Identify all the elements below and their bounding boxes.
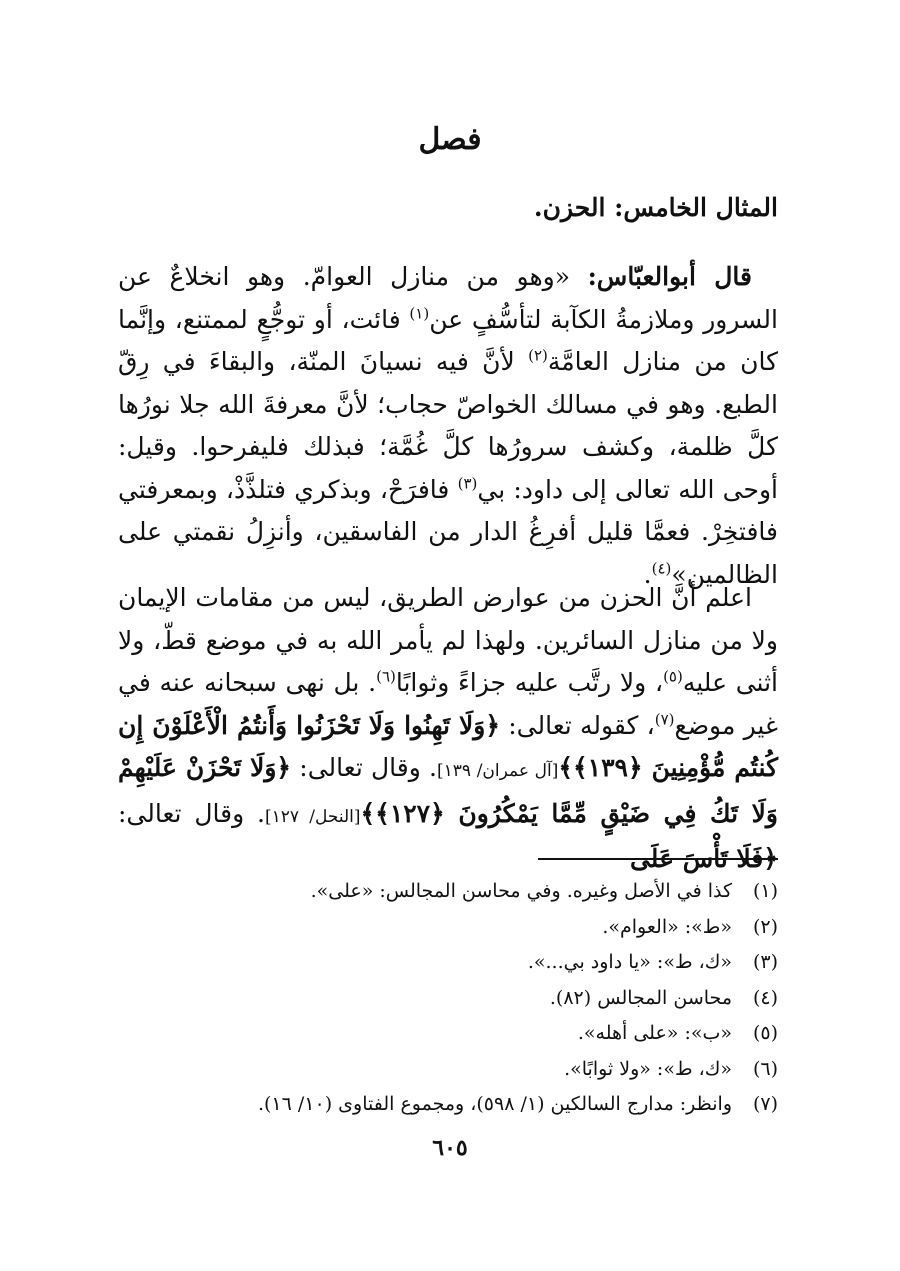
footnote-ref[interactable]: (٥) [663,667,683,686]
footnote-item [118,981,778,1017]
footnote-number: (٤) [752,986,778,1009]
footnote-ref[interactable]: (١) [409,304,430,323]
footnote-number: (٣) [752,951,778,973]
quote-text: فافرَحْ، وبذكري فتلذَّذْ، وبمعرفتي فافتخِرْ. فعمَّا قليل أفرِغُ الدار من الفاسقين، وأنزِلُ نقمتي على الظالمين» [118,474,778,589]
footnote-text: «ط»: «العوام». [602,915,732,938]
quran-verse: ﴿وَلَا تَهِنُوا وَلَا تَحْزَنُوا وَأَنتُمُ الْأَعْلَوْنَ إِن كُنتُم مُّؤْمِنِينَ ﴿١٣٩﴾﴾ [118,710,778,782]
footnote-ref[interactable]: (٤) [651,559,672,578]
footnote-number: (١) [752,880,778,902]
footnote-item [118,945,778,981]
footnote-text: «ك، ط»: «ولا ثوابًا». [564,1057,732,1080]
footnote-text: محاسن المجالس (٨٢). [549,986,732,1009]
body-text: . وقال تعالى: [291,753,437,782]
footnote-item [118,1052,778,1088]
quote-text: . [643,559,652,589]
footnote-item [118,1016,778,1052]
footnote-item [118,874,778,910]
quote-text: لأنَّ فيه نسيانَ المنّة، والبقاءَ في رِقّ الطبع. وهو في مسالك الخواصّ حجاب؛ لأنَّ معرفةَ الله جلا نورُها كلَّ ظلمة، وكشف سرورُها كلَّ غُمَّة؛ فبذلك فليفرحوا. وقيل: أوحى الله تعالى إلى داود: بي [118,347,778,504]
body-text: . وقال تعالى: [118,798,265,828]
body-text: . بل نهى سبحانه عنه في غير موضع [118,668,778,740]
footnotes-list [118,874,778,1123]
quran-verse: ﴿وَلَا تَحْزَنْ عَلَيْهِمْ وَلَا تَكُ فِي ضَيْقٍ مِّمَّا يَمْكُرُونَ ﴿١٢٧﴾﴾ [118,753,778,828]
body-text: ، ولا رتَّب عليه جزاءً وثوابًا [395,668,664,697]
quote-paragraph [118,256,778,596]
example-heading: المثال الخامس: الحزن. [533,193,778,222]
quote-text: «وهو من منازل العوامّ. وهو انخلاعٌ عن السرور وملازمةُ الكآبة لتأسُّفٍ عن [118,262,778,334]
footnote-number: (٧) [752,1093,778,1115]
verse-reference: [آل عمران/ ١٣٩] [436,761,559,781]
footnote-ref[interactable]: (٦) [376,667,396,686]
footnote-item [118,910,778,946]
quran-verse: ﴿فَلَا تَأْسَ عَلَى [629,844,778,873]
footnote-ref[interactable]: (٣) [457,474,478,493]
footnote-divider [538,858,778,860]
body-text: اعلم أنَّ الحزن من عوارض الطريق، ليس من مقامات الإيمان ولا من منازل السائرين. ولهذا لم يأمر الله به في موضع قطّ، ولا أثنى عليه [118,583,779,697]
speaker-label: قال أبوالعبّاس: [587,262,752,291]
section-title: فصل [418,122,482,157]
verse-reference: [النحل/ ١٢٧] [264,806,361,827]
quote-text: فائت، أو توجُّعٍ لممتنع، وإنَّما كان من منازل العامَّة [118,304,778,376]
footnote-text: كذا في الأصل وغيره. وفي محاسن المجالس: «على». [310,880,732,902]
footnote-number: (٦) [752,1057,778,1080]
footnote-ref[interactable]: (٢) [528,346,548,365]
footnote-number: (٥) [752,1022,778,1044]
footnote-text: «ك، ط»: «يا داود بي...». [527,951,732,973]
commentary-paragraph [118,577,778,881]
footnote-ref[interactable]: (٧) [654,710,675,729]
page-number: ٦٠٥ [432,1135,468,1161]
footnote-text: وانظر: مدارج السالكين (١/ ٥٩٨)، ومجموع الفتاوى (١٠/ ١٦). [257,1093,732,1115]
footnote-item [118,1087,778,1123]
body-text: ، كقوله تعالى: [499,710,655,740]
footnote-number: (٢) [752,915,778,938]
footnote-text: «ب»: «على أهله». [577,1022,732,1044]
